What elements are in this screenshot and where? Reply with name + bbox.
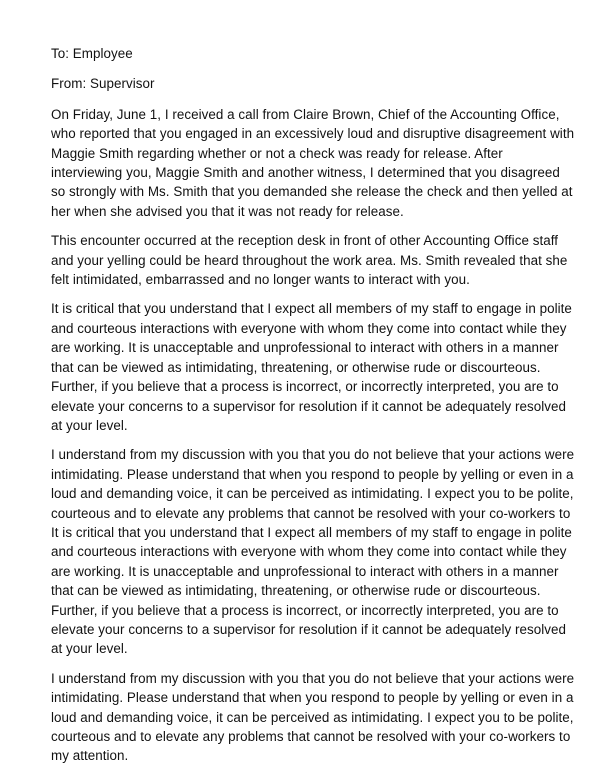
text-line: elevate your concerns to a supervisor for resolution if it cannot be adequately resolved	[51, 398, 567, 414]
text-line: that can be viewed as intimidating, threatening, or otherwise rude or discourteous.	[51, 359, 541, 375]
text-line: On Friday, June 1, I received a call from Claire Brown, Chief of the Accounting Office,	[51, 106, 560, 122]
text-line: courteous and to elevate any problems that cannot be resolved with your co-workers to	[51, 729, 571, 744]
text-line: that can be viewed as intimidating, threatening, or otherwise rude or discourteous.	[51, 583, 541, 599]
text-line: at your level.	[51, 641, 128, 657]
paragraph-discussion-repeated	[51, 445, 575, 658]
text-line: This encounter occurred at the reception desk in front of other Accounting Office staff	[51, 233, 559, 249]
text-line: felt intimidated, embarrassed and no longer wants to interact with you.	[51, 272, 470, 288]
text-line: Maggie Smith regarding whether or not a check was ready for release. After	[51, 145, 503, 161]
text-line: It is critical that you understand that I expect all members of my staff to engage in polite	[51, 301, 572, 317]
text-line: are working. It is unacceptable and unprofessional to interact with others in a manner	[51, 563, 559, 579]
text-line: loud and demanding voice, it can be perceived as intimidating. I expect you to be polite,	[51, 709, 574, 725]
text-line: interviewing you, Maggie Smith and another witness, I determined that you disagreed	[51, 165, 560, 181]
memo-from-line: From: Supervisor	[51, 76, 155, 92]
text-line: I understand from my discussion with you that you do not believe that your actions were	[51, 670, 575, 686]
text-line: my attention.	[51, 748, 129, 764]
text-line: are working. It is unacceptable and unprofessional to interact with others in a manner	[51, 340, 559, 356]
paragraph-expectations	[51, 299, 571, 435]
text-line: elevate your concerns to a supervisor for resolution if it cannot be adequately resolved	[51, 621, 567, 637]
text-line: loud and demanding voice, it can be perceived as intimidating. I expect you to be polite,	[51, 486, 574, 502]
text-line: so strongly with Ms. Smith that you demanded she release the check and then yelled at	[51, 184, 573, 200]
text-line: It is critical that you understand that I expect all members of my staff to engage in polite	[51, 524, 572, 540]
text-line: who reported that you engaged in an excessively loud and disruptive disagreement with	[51, 126, 575, 142]
paragraph-incident	[51, 105, 575, 221]
paragraph-closing	[51, 669, 575, 766]
text-line: her when she advised you that it was not ready for release.	[51, 203, 404, 219]
text-line: at your level.	[51, 417, 128, 433]
text-line: courteous and to elevate any problems that cannot be resolved with your co-workers to	[51, 505, 571, 521]
text-line: and courteous interactions with everyone with whom they come into contact while they	[51, 320, 567, 336]
text-line: intimidating. Please understand that when you respond to people by yelling or even in a	[51, 466, 574, 482]
text-line: intimidating. Please understand that when you respond to people by yelling or even in a	[51, 690, 574, 706]
text-line: I understand from my discussion with you that you do not believe that your actions were	[51, 447, 575, 463]
text-line: and courteous interactions with everyone with whom they come into contact while they	[51, 544, 567, 560]
text-line: and your yelling could be heard throughout the work area. Ms. Smith revealed that she	[51, 252, 568, 268]
memo-document	[51, 44, 575, 776]
paragraph-encounter	[51, 231, 571, 289]
text-line: Further, if you believe that a process is incorrect, or incorrectly interpreted, you are to	[51, 602, 559, 618]
memo-to-line: To: Employee	[51, 46, 133, 61]
text-line: Further, if you believe that a process is incorrect, or incorrectly interpreted, you are to	[51, 379, 559, 395]
